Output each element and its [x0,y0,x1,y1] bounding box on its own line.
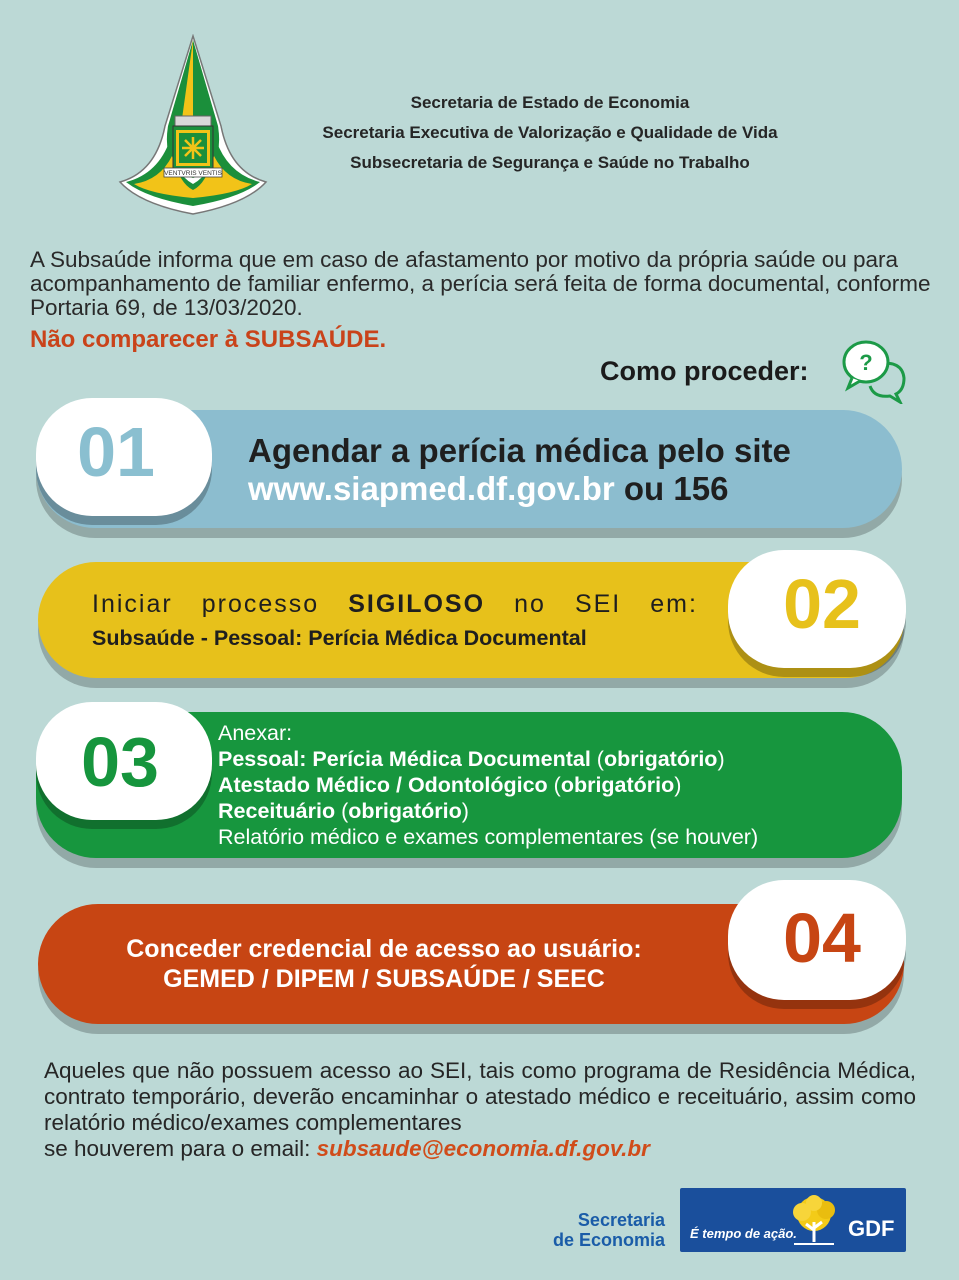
intro-paragraph: A Subsaúde informa que em caso de afastamento por motivo da própria saúde ou para acompanhamento de familiar enfermo, a perícia será feita de forma documental, conforme Portaria 69, de 13/03/2020. [30,247,931,320]
step-2-number: 02 [783,565,861,643]
ipe-tree-icon [786,1194,842,1248]
step-1-title: Agendar a perícia médica pelo site [248,432,791,469]
step-3-attachments [218,720,758,850]
step-4-line2: GEMED / DIPEM / SUBSAÚDE / SEEC [163,965,605,993]
footer-email-link[interactable]: subsaude@economia.df.gov.br [316,1136,650,1161]
step-2-process-type: Subsaúde - Pessoal: Perícia Médica Documental [92,626,587,650]
step-2-word: Iniciar [92,590,173,618]
attachment-item: Atestado Médico / Odontológico (obrigatório) [218,773,682,797]
step-3-number: 03 [81,723,159,801]
gdf-slogan: É tempo de ação. [690,1226,797,1241]
step-2-word: SEI [574,590,622,618]
header-line-subsecretaria: Subsecretaria de Segurança e Saúde no Trabalho [350,153,750,172]
step-2-instruction [92,590,698,619]
siapmed-link[interactable]: www.siapmed.df.gov.br [248,470,615,507]
secretaria-economia-logo: Secretaria de Economia [552,1210,665,1250]
warning-text: Não comparecer à SUBSAÚDE. [30,326,387,353]
footer-text: Aqueles que não possuem acesso ao SEI, tais como programa de Residência Médica, contrato temporário, deverão encaminhar o atestado médico e receituário, assim como relatório médico/exames complementares [44,1058,916,1135]
step-2-word: no [514,590,546,618]
brasilia-crest-logo [118,34,268,216]
header-titles [250,88,850,178]
attachment-item: Pessoal: Perícia Médica Documental (obrigatório) [218,747,725,771]
how-to-heading: Como proceder: [600,356,809,386]
attachment-optional: Relatório médico e exames complementares (se houver) [218,825,759,849]
step-2-word: em: [650,590,698,618]
svg-text:?: ? [859,350,873,375]
question-chat-icon [838,338,910,404]
step-4-line1: Conceder credencial de acesso ao usuário: [126,935,642,963]
step-2-word-sigiloso: SIGILOSO [348,590,486,618]
attachment-item: Receituário (obrigatório) [218,799,469,823]
footer-last-line: se houverem para o email: subsaude@economia.df.gov.br [44,1136,650,1161]
step-2-word: processo [201,590,320,618]
header-line-secretaria: Secretaria de Estado de Economia [410,93,690,112]
header-line-executiva: Secretaria Executiva de Valorização e Qualidade de Vida [322,123,778,142]
step-3-heading: Anexar: [218,721,293,745]
step-1-number: 01 [77,413,155,491]
step-1-phone: ou 156 [623,470,729,507]
footer-note [44,1058,916,1162]
gdf-wordmark: GDF [848,1216,895,1241]
step-4-number: 04 [783,899,861,977]
step-1-contact [248,470,728,508]
step-4-instruction [38,934,730,994]
svg-text:VENTVRIS VENTIS: VENTVRIS VENTIS [164,170,222,177]
